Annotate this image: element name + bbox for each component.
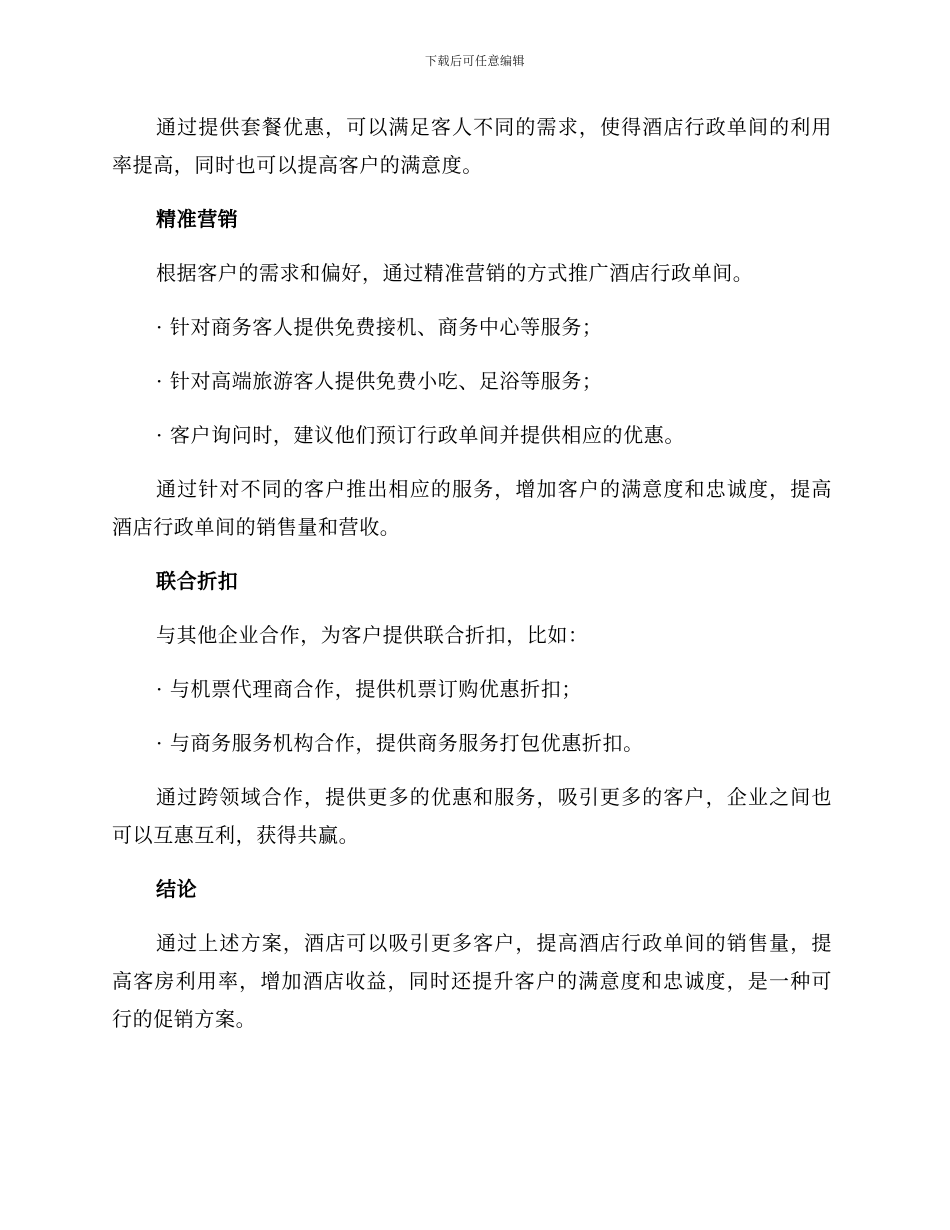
spacer [112, 400, 832, 416]
bullet-tourist-guests: · 针对高端旅游客人提供免费小吃、足浴等服务； [156, 369, 603, 393]
heading-conclusion: 结论 [156, 877, 198, 901]
paragraph-package-offer: 通过提供套餐优惠，可以满足客人不同的需求，使得酒店行政单间的利用率提高，同时也可以提高客户的满意度。 [112, 115, 832, 177]
spacer [112, 600, 832, 616]
heading-joint-discount: 联合折扣 [156, 569, 239, 593]
paragraph-joint-result: 通过跨领域合作，提供更多的优惠和服务，吸引更多的客户，企业之间也可以互惠互利，获得共赢。 [112, 785, 832, 847]
bullet-inquiry-suggestion: · 客户询问时，建议他们预订行政单间并提供相应的优惠。 [156, 423, 685, 447]
header-note: 下载后可任意编辑 [424, 54, 525, 68]
spacer [112, 238, 832, 254]
spacer [112, 292, 832, 308]
bullet-business-guests: · 针对商务客人提供免费接机、商务中心等服务； [156, 315, 603, 339]
document-body [112, 108, 832, 1038]
spacer [112, 908, 832, 924]
bullet-airline-agents: · 与机票代理商合作，提供机票订购优惠折扣； [156, 677, 582, 701]
spacer [112, 346, 832, 362]
spacer [112, 454, 832, 470]
spacer [112, 184, 832, 200]
paragraph-precision-result: 通过针对不同的客户推出相应的服务，增加客户的满意度和忠诚度，提高酒店行政单间的销售量和营收。 [112, 477, 832, 539]
paragraph-precision-intro: 根据客户的需求和偏好，通过精准营销的方式推广酒店行政单间。 [156, 261, 754, 285]
bullet-business-services: · 与商务服务机构合作，提供商务服务打包优惠折扣。 [156, 731, 644, 755]
paragraph-joint-intro: 与其他企业合作，为客户提供联合折扣，比如： [156, 623, 589, 647]
heading-precision-marketing: 精准营销 [156, 207, 239, 231]
spacer [112, 654, 832, 670]
spacer [112, 854, 832, 870]
paragraph-conclusion: 通过上述方案，酒店可以吸引更多客户，提高酒店行政单间的销售量，提高客房利用率，增加酒店收益，同时还提升客户的满意度和忠诚度，是一种可行的促销方案。 [112, 931, 832, 1031]
spacer [112, 546, 832, 562]
spacer [112, 708, 832, 724]
spacer [112, 762, 832, 778]
